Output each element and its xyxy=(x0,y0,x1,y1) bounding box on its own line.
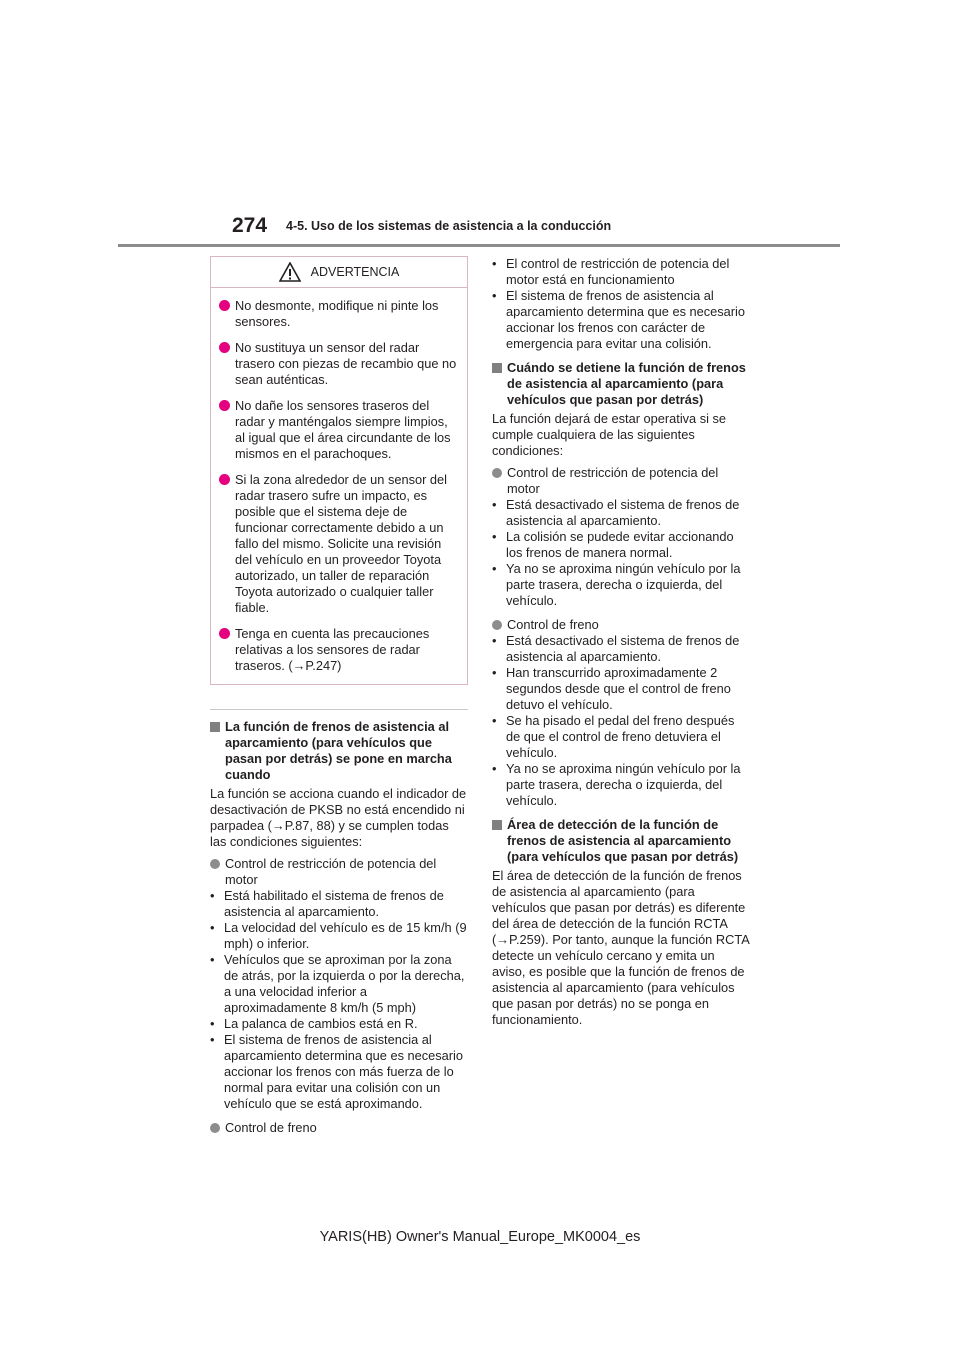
warning-header xyxy=(211,257,467,288)
list-item: • Está habilitado el sistema de frenos de asistencia al aparcamiento. xyxy=(210,888,468,920)
page-number: 274 xyxy=(232,214,268,237)
heading-text: La función de frenos de asistencia al aparcamiento (para vehículos que pasan por detrás) se pone en marcha cuando xyxy=(225,719,452,782)
intro-paragraph: La función se acciona cuando el indicador de desactivación de PKSB no está encendido ni parpadea (→P.87, 88) y se cumplen todas las condiciones siguientes: xyxy=(210,786,467,849)
pink-bullet-icon xyxy=(219,400,230,411)
warning-item xyxy=(211,340,467,388)
condition-title-text: Control de restricción de potencia del motor xyxy=(225,856,437,887)
footer-text: YARIS(HB) Owner's Manual_Europe_MK0004_es xyxy=(319,1229,641,1245)
circle-bullet-icon xyxy=(492,468,502,478)
warning-title: ADVERTENCIA xyxy=(310,265,400,279)
list-item: • El sistema de frenos de asistencia al aparcamiento determina que es necesario accionar los frenos con carácter de emergencia para evitar una colisión. xyxy=(492,288,750,352)
list-item-text: El sistema de frenos de asistencia al aparcamiento determina que es necesario accionar los frenos con más fuerza de lo normal para evitar una colisión con un vehículo que se está aproximando. xyxy=(224,1032,464,1111)
list-item-text: La colisión se pudede evitar accionando los frenos de manera normal. xyxy=(506,529,734,560)
condition-title-text: Control de restricción de potencia del motor xyxy=(507,465,719,496)
sub-list xyxy=(210,888,468,1112)
list-item-text: Han transcurrido aproximadamente 2 segundos desde que el control de freno detuvo el vehículo. xyxy=(506,665,731,712)
list-item-text: Ya no se aproxima ningún vehículo por la parte trasera, derecha o izquierda, del vehículo. xyxy=(506,561,741,608)
circle-bullet-icon xyxy=(492,620,502,630)
body-paragraph: El área de detección de la función de frenos de asistencia al aparcamiento (para vehículos que pasan por detrás) es diferente del área de detección de la función RCTA (→P.259). Por tanto, aunque la función RCTA detecte un vehículo cercano y emita un aviso, es posible que la función de frenos de asistencia al aparcamiento (para vehículos que pasan por detrás) no se ponga en funcionamiento. xyxy=(492,868,750,1027)
condition-title-text: Control de freno xyxy=(225,1120,317,1135)
condition-group xyxy=(492,617,750,809)
list-item: • Ya no se aproxima ningún vehículo por la parte trasera, derecha o izquierda, del vehículo. xyxy=(492,561,750,609)
warning-item xyxy=(211,298,467,330)
list-item: • Ya no se aproxima ningún vehículo por la parte trasera, derecha o izquierda, del vehículo. xyxy=(492,761,750,809)
sub-list xyxy=(492,497,750,609)
condition-title xyxy=(210,856,468,888)
warning-triangle-icon xyxy=(279,262,301,282)
list-item: • La velocidad del vehículo es de 15 km/h (9 mph) o inferior. xyxy=(210,920,467,951)
list-item: • Han transcurrido aproximadamente 2 segundos desde que el control de freno detuvo el vehículo. xyxy=(492,665,750,713)
warning-item xyxy=(211,472,467,616)
heading-text: Cuándo se detiene la función de frenos de asistencia al aparcamiento (para vehículos que pasan por detrás) xyxy=(507,360,746,407)
pink-bullet-icon xyxy=(219,342,230,353)
pink-bullet-icon xyxy=(219,628,230,639)
condition-title-text: Control de freno xyxy=(507,617,599,632)
circle-bullet-icon xyxy=(210,1123,220,1133)
sub-list xyxy=(492,633,750,809)
list-item-text: La palanca de cambios está en R. xyxy=(224,1016,418,1031)
square-bullet-icon xyxy=(492,363,502,373)
warning-item-text: No dañe los sensores traseros del radar y manténgalos siempre limpios, al igual que el área circundante de los mismos en el parachoques. xyxy=(235,398,451,461)
condition-group xyxy=(492,465,750,609)
list-item-text: Vehículos que se aproximan por la zona de atrás, por la izquierda o por la derecha, a una velocidad inferior a aproximadamente 8 km/h (5 mph) xyxy=(224,952,465,1015)
list-item: • Está desactivado el sistema de frenos de asistencia al aparcamiento. xyxy=(492,633,750,665)
list-item: • Está desactivado el sistema de frenos de asistencia al aparcamiento. xyxy=(492,497,750,529)
list-item-text: La velocidad del vehículo es de 15 km/h (9 mph) o inferior. xyxy=(224,920,467,951)
list-item-text: Ya no se aproxima ningún vehículo por la parte trasera, derecha o izquierda, del vehículo. xyxy=(506,761,741,808)
list-item: • Se ha pisado el pedal del freno después de que el control de freno detuviera el vehículo. xyxy=(492,713,750,761)
list-item-text: Está desactivado el sistema de frenos de asistencia al aparcamiento. xyxy=(506,497,740,528)
section-heading xyxy=(492,360,750,408)
condition-title xyxy=(210,1120,468,1136)
list-item-text: Está desactivado el sistema de frenos de asistencia al aparcamiento. xyxy=(506,633,740,664)
heading-text: Área de detección de la función de frenos de asistencia al aparcamiento (para vehículos que pasan por detrás) xyxy=(507,817,739,864)
circle-bullet-icon xyxy=(210,859,220,869)
pink-bullet-icon xyxy=(219,300,230,311)
condition-title xyxy=(492,465,750,497)
list-item: • La colisión se pudede evitar accionando los frenos de manera normal. xyxy=(492,529,750,561)
section-heading xyxy=(210,719,468,783)
list-item-text: El control de restricción de potencia del motor está en funcionamiento xyxy=(506,256,730,287)
intro-paragraph: La función dejará de estar operativa si se cumple cualquiera de las siguientes condiciones: xyxy=(492,411,727,458)
warning-item xyxy=(211,626,467,674)
section-title: 4-5. Uso de los sistemas de asistencia a la conducción xyxy=(286,219,612,233)
list-item-text: Se ha pisado el pedal del freno después de que el control de freno detuviera el vehículo. xyxy=(506,713,735,760)
warning-item-text: Tenga en cuenta las precauciones relativas a los sensores de radar traseros. (→P.247) xyxy=(235,626,430,673)
list-item-text: Está habilitado el sistema de frenos de asistencia al aparcamiento. xyxy=(224,888,444,919)
list-item: • El sistema de frenos de asistencia al aparcamiento determina que es necesario accionar los frenos con más fuerza de lo normal para evitar una colisión con un vehículo que se está aproximando. xyxy=(210,1032,468,1112)
condition-group xyxy=(210,856,468,1112)
list-item: • El control de restricción de potencia del motor está en funcionamiento xyxy=(492,256,750,288)
condition-title xyxy=(492,617,750,633)
section-heading xyxy=(492,817,750,865)
list-item: • Vehículos que se aproximan por la zona de atrás, por la izquierda o por la derecha, a una velocidad inferior a aproximadamente 8 km/h (5 mph) xyxy=(210,952,468,1016)
warning-item-text: No desmonte, modifique ni pinte los sensores. xyxy=(235,298,439,329)
warning-item-text: No sustituya un sensor del radar trasero con piezas de recambio que no sean auténticas. xyxy=(235,340,457,387)
square-bullet-icon xyxy=(492,820,502,830)
section-divider xyxy=(210,709,468,710)
pink-bullet-icon xyxy=(219,474,230,485)
right-column xyxy=(492,256,750,1028)
list-item: • La palanca de cambios está en R. xyxy=(210,1016,418,1031)
left-column xyxy=(210,256,468,1136)
continued-list xyxy=(492,256,750,352)
warning-box xyxy=(210,256,468,685)
warning-item xyxy=(211,398,467,462)
header-rule xyxy=(118,244,840,247)
warning-item-text: Si la zona alrededor de un sensor del radar trasero sufre un impacto, es posible que el sistema deje de funcionar correctamente debido a un fallo del mismo. Solicite una revisión del vehículo en un proveedor Toyota autorizado, un taller de reparación Toyota autorizado o cualquier taller fiable. xyxy=(235,472,447,615)
square-bullet-icon xyxy=(210,722,220,732)
list-item-text: El sistema de frenos de asistencia al aparcamiento determina que es necesario accionar los frenos con carácter de emergencia para evitar una colisión. xyxy=(506,288,746,351)
